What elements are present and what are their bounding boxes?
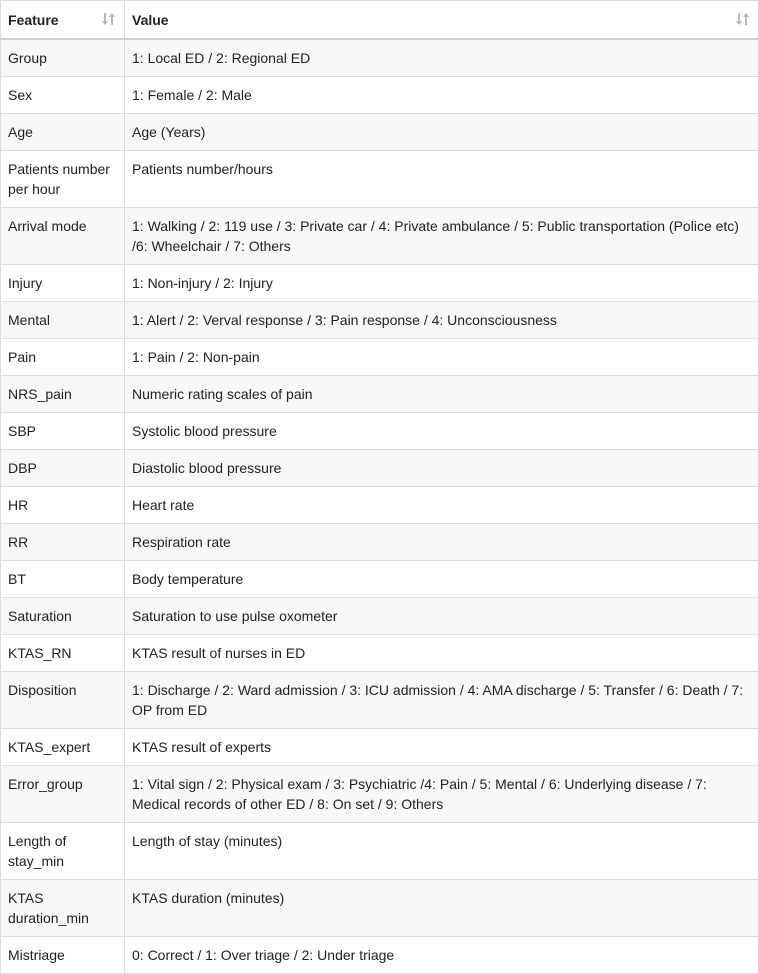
feature-cell: Injury (1, 265, 125, 302)
value-cell: KTAS result of experts (125, 729, 758, 766)
feature-cell: Saturation (1, 598, 125, 635)
feature-cell: Error_group (1, 766, 125, 823)
value-cell: Body temperature (125, 561, 758, 598)
table-row (1, 635, 758, 672)
value-cell: 1: Pain / 2: Non-pain (125, 339, 758, 376)
header-row (1, 1, 758, 40)
value-cell: Systolic blood pressure (125, 413, 758, 450)
feature-cell: Length of stay_min (1, 823, 125, 880)
table-row (1, 77, 758, 114)
value-cell: Patients number/hours (125, 151, 758, 208)
value-cell: 1: Walking / 2: 119 use / 3: Private car / 4: Private ambulance / 5: Public transportation (Police etc) /6: Wheelchair / 7: Others (125, 208, 758, 265)
table-row (1, 114, 758, 151)
feature-column-header[interactable] (1, 1, 125, 40)
table-row (1, 672, 758, 729)
table-row (1, 729, 758, 766)
table-row (1, 487, 758, 524)
value-cell: 1: Non-injury / 2: Injury (125, 265, 758, 302)
table-row (1, 823, 758, 880)
value-cell: Age (Years) (125, 114, 758, 151)
sort-arrows-icon[interactable] (101, 11, 117, 27)
table-row (1, 151, 758, 208)
table-row (1, 937, 758, 974)
table-row (1, 339, 758, 376)
value-cell: Heart rate (125, 487, 758, 524)
feature-cell: BT (1, 561, 125, 598)
feature-cell: SBP (1, 413, 125, 450)
value-cell: Respiration rate (125, 524, 758, 561)
value-cell: 1: Discharge / 2: Ward admission / 3: ICU admission / 4: AMA discharge / 5: Transfer / 6: Death / 7: OP from ED (125, 672, 758, 729)
feature-cell: Pain (1, 339, 125, 376)
feature-cell: Arrival mode (1, 208, 125, 265)
feature-cell: NRS_pain (1, 376, 125, 413)
value-cell: Saturation to use pulse oxometer (125, 598, 758, 635)
value-column-header[interactable] (125, 1, 758, 40)
feature-cell: Mental (1, 302, 125, 339)
feature-cell: DBP (1, 450, 125, 487)
feature-cell: Mistriage (1, 937, 125, 974)
value-cell: KTAS duration (minutes) (125, 880, 758, 937)
feature-header-label: Feature (8, 12, 59, 28)
table-row (1, 524, 758, 561)
table-row (1, 880, 758, 937)
table-row (1, 561, 758, 598)
table-row (1, 39, 758, 77)
sort-arrows-icon[interactable] (735, 11, 751, 27)
feature-cell: KTAS_RN (1, 635, 125, 672)
table-row (1, 450, 758, 487)
table-body (1, 39, 758, 974)
table-row (1, 208, 758, 265)
table-row (1, 302, 758, 339)
table-row (1, 413, 758, 450)
feature-cell: Sex (1, 77, 125, 114)
feature-cell: Group (1, 39, 125, 77)
value-cell: Numeric rating scales of pain (125, 376, 758, 413)
value-cell: Length of stay (minutes) (125, 823, 758, 880)
value-cell: 1: Vital sign / 2: Physical exam / 3: Psychiatric /4: Pain / 5: Mental / 6: Underlying disease / 7: Medical records of other ED / 8: On set / 9: Others (125, 766, 758, 823)
feature-cell: Disposition (1, 672, 125, 729)
feature-cell: HR (1, 487, 125, 524)
table-row (1, 376, 758, 413)
feature-cell: KTAS duration_min (1, 880, 125, 937)
value-cell: KTAS result of nurses in ED (125, 635, 758, 672)
feature-cell: Patients number per hour (1, 151, 125, 208)
feature-cell: RR (1, 524, 125, 561)
value-cell: 0: Correct / 1: Over triage / 2: Under triage (125, 937, 758, 974)
value-cell: 1: Alert / 2: Verval response / 3: Pain response / 4: Unconsciousness (125, 302, 758, 339)
value-cell: 1: Female / 2: Male (125, 77, 758, 114)
value-header-label: Value (132, 12, 169, 28)
table-row (1, 766, 758, 823)
value-cell: 1: Local ED / 2: Regional ED (125, 39, 758, 77)
feature-cell: KTAS_expert (1, 729, 125, 766)
feature-cell: Age (1, 114, 125, 151)
value-cell: Diastolic blood pressure (125, 450, 758, 487)
table-row (1, 265, 758, 302)
table-row (1, 598, 758, 635)
